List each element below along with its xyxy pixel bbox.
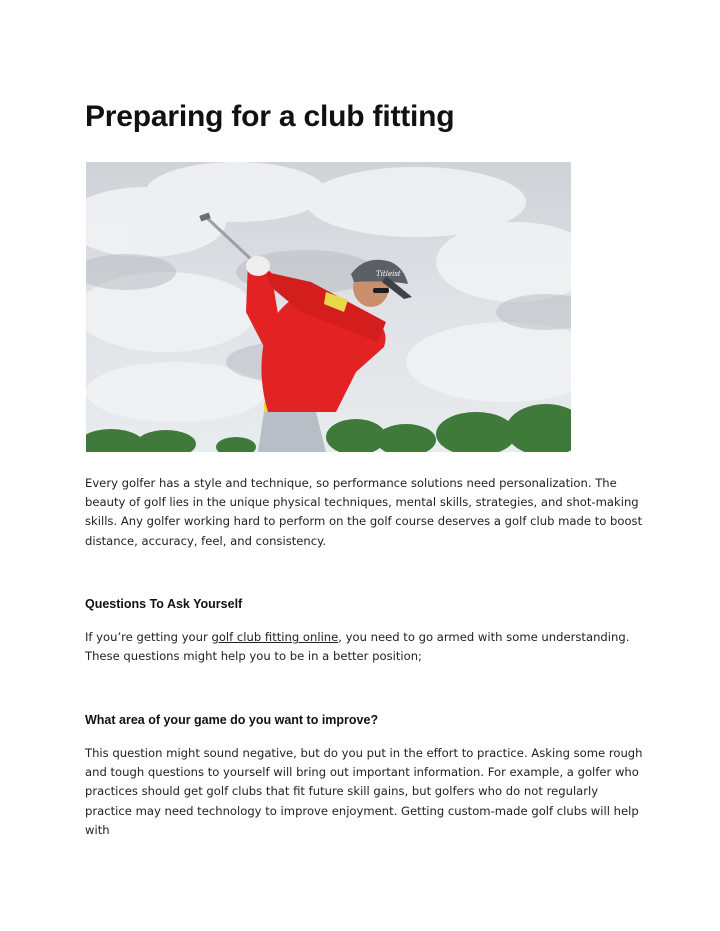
section-heading-questions: Questions To Ask Yourself <box>85 597 243 611</box>
section-heading-improve: What area of your game do you want to improve? <box>85 713 379 727</box>
intro-paragraph: Every golfer has a style and technique, so performance solutions need personalization. The beauty of golf lies in the unique physical techniques, mental skills, strategies, and shot-making skills. Any golfer working hard to perform on the golf course deserves a golf club made to boost distance, accuracy, feel, and consistency. <box>85 476 643 548</box>
section1-text-after-link: , you need to go armed with some understanding. These questions might help you to be in a better position; <box>85 630 630 664</box>
page-title: Preparing for a club fitting <box>85 100 455 133</box>
golfer-swing-photo <box>86 162 571 452</box>
cap-logo: Titleist <box>376 270 401 278</box>
golf-club-fitting-link[interactable]: golf club fitting online <box>211 630 339 644</box>
section2-paragraph: This question might sound negative, but do you put in the effort to practice. Asking some rough and tough questions to yourself will bring out important information. For example, a golfer who practices should get golf clubs that fit future skill gains, but golfers who do not regularly practice may need technology to improve enjoyment. Getting custom-made golf clubs will help with <box>85 746 643 837</box>
golfer-swing-photo-icon <box>86 162 571 452</box>
section1-paragraph <box>85 628 645 666</box>
section1-text-before-link: If you’re getting your <box>85 630 212 644</box>
